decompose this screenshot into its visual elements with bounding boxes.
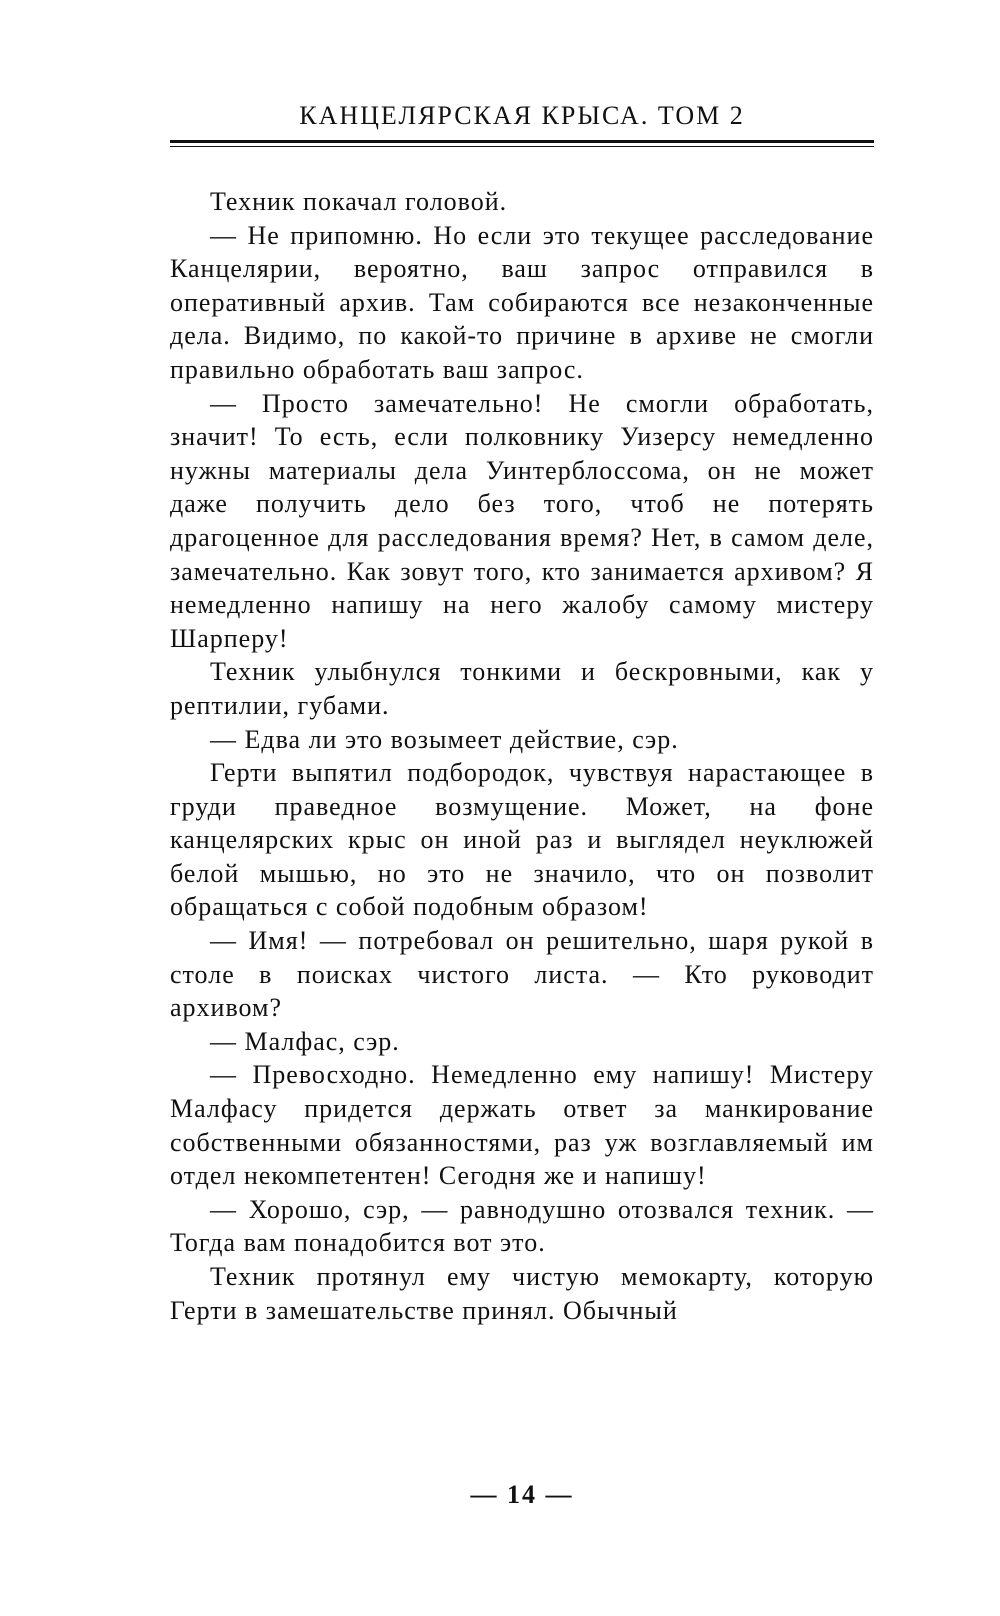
paragraph: — Хорошо, сэр, — равнодушно отозвался техник. — Тогда вам понадобится вот это. [170, 1194, 874, 1258]
running-title: КАНЦЕЛЯРСКАЯ КРЫСА. ТОМ 2 [299, 101, 745, 130]
header-rule-thick [170, 140, 874, 143]
paragraph: — Превосходно. Немедленно ему напишу! Мистеру Малфасу придется держать ответ за манкирование собственными обязанностями, раз уж возглавляемый им отдел некомпетентен! Сегодня же и напишу! [170, 1060, 874, 1191]
paragraph: Герти выпятил подбородок, чувствуя нарастающее в груди праведное возмущение. Может, на фоне канцелярских крыс он иной раз и выглядел неуклюжей белой мышью, но это не значило, что он позволит обращаться с собой подобным образом! [170, 758, 874, 922]
paragraph: Техник улыбнулся тонкими и бескровными, как у рептилии, губами. [170, 657, 874, 720]
paragraph: — Едва ли это возымеет действие, сэр. [210, 724, 679, 754]
paragraph: Техник протянул ему чистую мемокарту, которую Герти в замешательстве принял. Обычный [170, 1262, 874, 1325]
paragraph: Техник покачал головой. [210, 187, 508, 216]
paragraph: — Не припомню. Но если это текущее расследование Канцелярии, вероятно, ваш запрос отправился в оперативный архив. Там собираются все незаконченные дела. Видимо, по какой-то причине в архиве не смогли правильно обработать ваш запрос. [170, 220, 874, 384]
header-rule-thin [170, 146, 874, 147]
page-body [170, 185, 874, 1327]
page-number: — 14 — [470, 1480, 574, 1509]
paragraph: — Малфас, сэр. [210, 1026, 400, 1056]
paragraph: — Просто замечательно! Не смогли обработать, значит! То есть, если полковнику Уизерсу немедленно нужны материалы дела Уинтерблоссома, он не может даже получить дело без того, чтоб не потерять драгоценное для расследования время? Нет, в самом деле, замечательно. Как зовут того, кто занимается архивом? Я немедленно напишу на него жалобу самому мистеру Шарперу! [170, 388, 874, 653]
paragraph: — Имя! — потребовал он решительно, шаря рукой в столе в поисках чистого листа. — Кто руководит архивом? [170, 926, 874, 1023]
